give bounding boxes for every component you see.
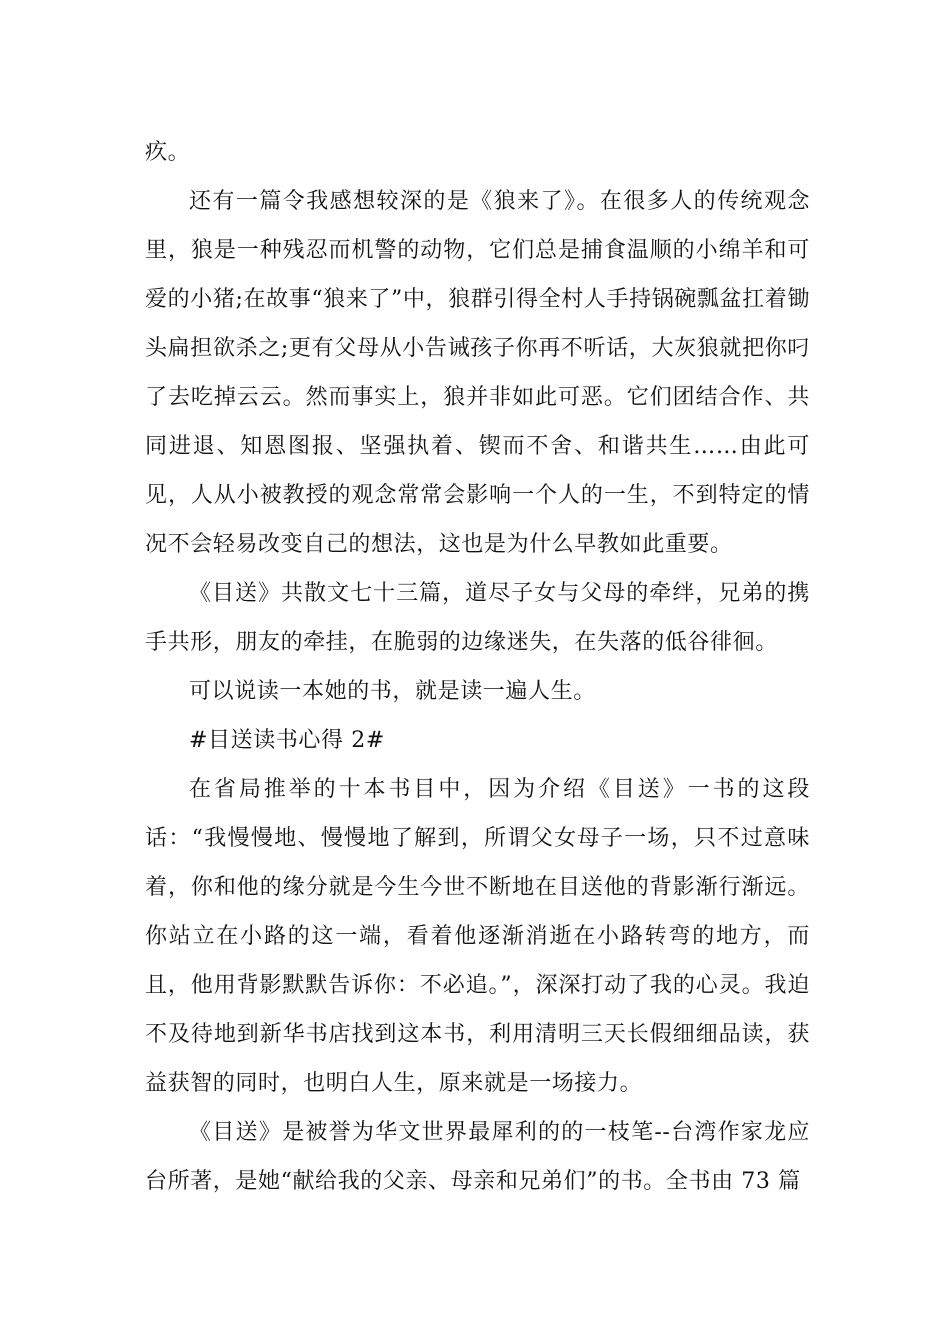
paragraph-reading-life: 可以说读一本她的书，就是读一遍人生。: [189, 679, 596, 704]
section-heading: #目送读书心得 2#: [189, 728, 385, 753]
paragraph-continuation: 疚。: [145, 140, 191, 165]
paragraph-author-intro: 《目送》是被誉为华文世界最犀利的的一枝笔--台湾作家龙应台所著，是她“献给我的父亲、母亲和兄弟们”的书。全书由 73 篇: [145, 1120, 810, 1194]
paragraph-wolf-story: 还有一篇令我感想较深的是《狼来了》。在很多人的传统观念里，狼是一种残忍而机警的动物，它们总是捕食温顺的小绵羊和可爱的小猪;在故事“狼来了”中，狼群引得全村人手持锅碗瓢盆扛着锄头扁担欲杀之;更有父母从小告诫孩子你再不听话，大灰狼就把你叼了去吃掉云云。然而事实上，狼并非如此可恶。它们团结合作、共同进退、知恩图报、坚强执着、锲而不舍、和谐共生……由此可见，人从小被教授的观念常常会影响一个人的一生，不到特定的情况不会轻易改变自己的想法，这也是为什么早教如此重要。: [145, 189, 810, 557]
document-body: [145, 128, 810, 1206]
paragraph-book-summary: 《目送》共散文七十三篇，道尽子女与父母的牵绊，兄弟的携手共形，朋友的牵挂，在脆弱的边缘迷失，在失落的低谷徘徊。: [145, 581, 810, 655]
paragraph-book-recommendation: 在省局推举的十本书目中，因为介绍《目送》一书的这段话：“我慢慢地、慢慢地了解到，所谓父女母子一场，只不过意味着，你和他的缘分就是今生今世不断地在目送他的背影渐行渐远。你站立在小路的这一端，看着他逐渐消逝在小路转弯的地方，而且，他用背影默默告诉你：不必追。”，深深打动了我的心灵。我迫不及待地到新华书店找到这本书，利用清明三天长假细细品读，获益获智的同时，也明白人生，原来就是一场接力。: [145, 777, 810, 1096]
